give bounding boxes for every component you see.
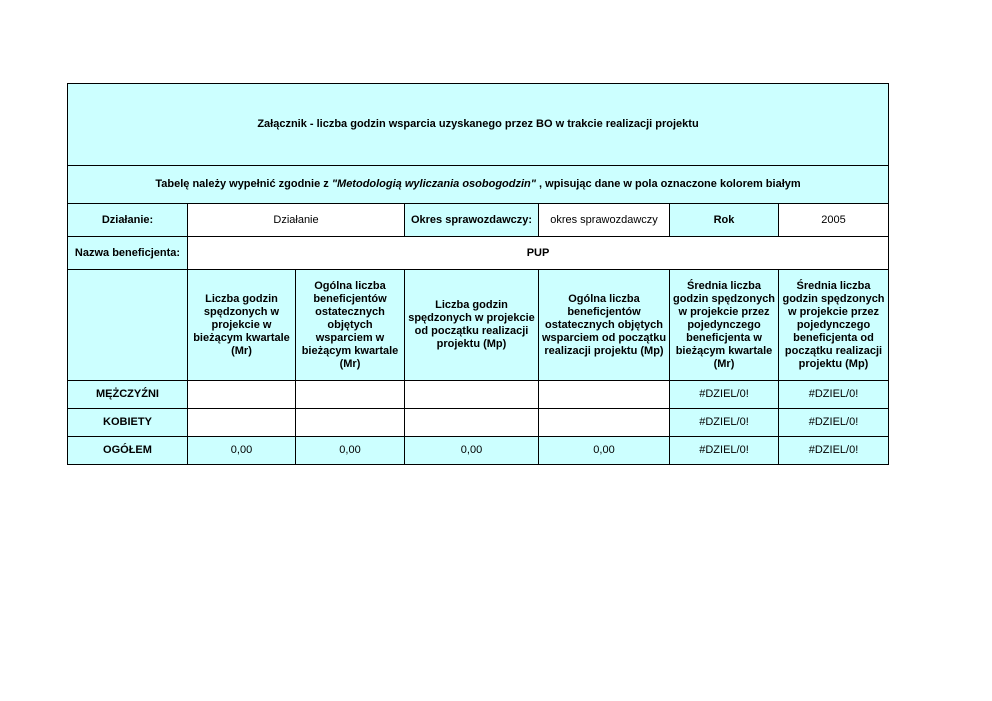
table-cell: 0,00 bbox=[405, 437, 539, 465]
rok-label: Rok bbox=[670, 204, 779, 237]
column-header: Średnia liczba godzin spędzonych w projekcie przez pojedynczego beneficjenta od początku realizacji projektu (Mp) bbox=[779, 270, 889, 381]
column-header: Ogólna liczba beneficjentów ostatecznych objętych wsparciem w bieżącym kwartale (Mr) bbox=[296, 270, 405, 381]
instruction-suffix: , wpisując dane w pola oznaczone kolorem białym bbox=[535, 178, 801, 190]
rok-field[interactable]: 2005 bbox=[779, 204, 889, 237]
table-cell[interactable] bbox=[296, 409, 405, 437]
column-header: Liczba godzin spędzonych w projekcie od początku realizacji projektu (Mp) bbox=[405, 270, 539, 381]
table-cell[interactable] bbox=[539, 381, 670, 409]
instruction-prefix: Tabelę należy wypełnić zgodnie z bbox=[155, 178, 332, 190]
report-table bbox=[67, 83, 889, 465]
table-cell: #DZIEL/0! bbox=[670, 409, 779, 437]
table-cell[interactable] bbox=[188, 381, 296, 409]
row-label: MĘŻCZYŹNI bbox=[68, 381, 188, 409]
table-cell[interactable] bbox=[296, 381, 405, 409]
table-row bbox=[68, 409, 889, 437]
table-cell: #DZIEL/0! bbox=[670, 437, 779, 465]
table-cell: #DZIEL/0! bbox=[779, 409, 889, 437]
row-label: OGÓŁEM bbox=[68, 437, 188, 465]
instruction-emphasis: "Metodologią wyliczania osobogodzin" bbox=[331, 178, 536, 190]
table-cell: #DZIEL/0! bbox=[779, 437, 889, 465]
table-cell[interactable] bbox=[188, 409, 296, 437]
okres-field[interactable]: okres sprawozdawczy bbox=[539, 204, 670, 237]
table-row bbox=[68, 381, 889, 409]
instruction-text bbox=[68, 166, 889, 204]
table-cell: #DZIEL/0! bbox=[779, 381, 889, 409]
column-header: Średnia liczba godzin spędzonych w projekcie przez pojedynczego beneficjenta w bieżącym kwartale (Mr) bbox=[670, 270, 779, 381]
dzialanie-label: Działanie: bbox=[68, 204, 188, 237]
table-cell[interactable] bbox=[405, 381, 539, 409]
header-empty-cell bbox=[68, 270, 188, 381]
beneficiary-field[interactable]: PUP bbox=[188, 237, 889, 270]
beneficiary-label: Nazwa beneficjenta: bbox=[68, 237, 188, 270]
table-cell: 0,00 bbox=[188, 437, 296, 465]
table-cell: 0,00 bbox=[296, 437, 405, 465]
dzialanie-field[interactable]: Działanie bbox=[188, 204, 405, 237]
table-cell[interactable] bbox=[405, 409, 539, 437]
okres-label: Okres sprawozdawczy: bbox=[405, 204, 539, 237]
table-row bbox=[68, 437, 889, 465]
table-cell[interactable] bbox=[539, 409, 670, 437]
table-cell: 0,00 bbox=[539, 437, 670, 465]
row-label: KOBIETY bbox=[68, 409, 188, 437]
column-header: Ogólna liczba beneficjentów ostatecznych objętych wsparciem od początku realizacji projektu (Mp) bbox=[539, 270, 670, 381]
page-title: Załącznik - liczba godzin wsparcia uzyskanego przez BO w trakcie realizacji projektu bbox=[68, 84, 889, 166]
column-header: Liczba godzin spędzonych w projekcie w bieżącym kwartale (Mr) bbox=[188, 270, 296, 381]
table-cell: #DZIEL/0! bbox=[670, 381, 779, 409]
